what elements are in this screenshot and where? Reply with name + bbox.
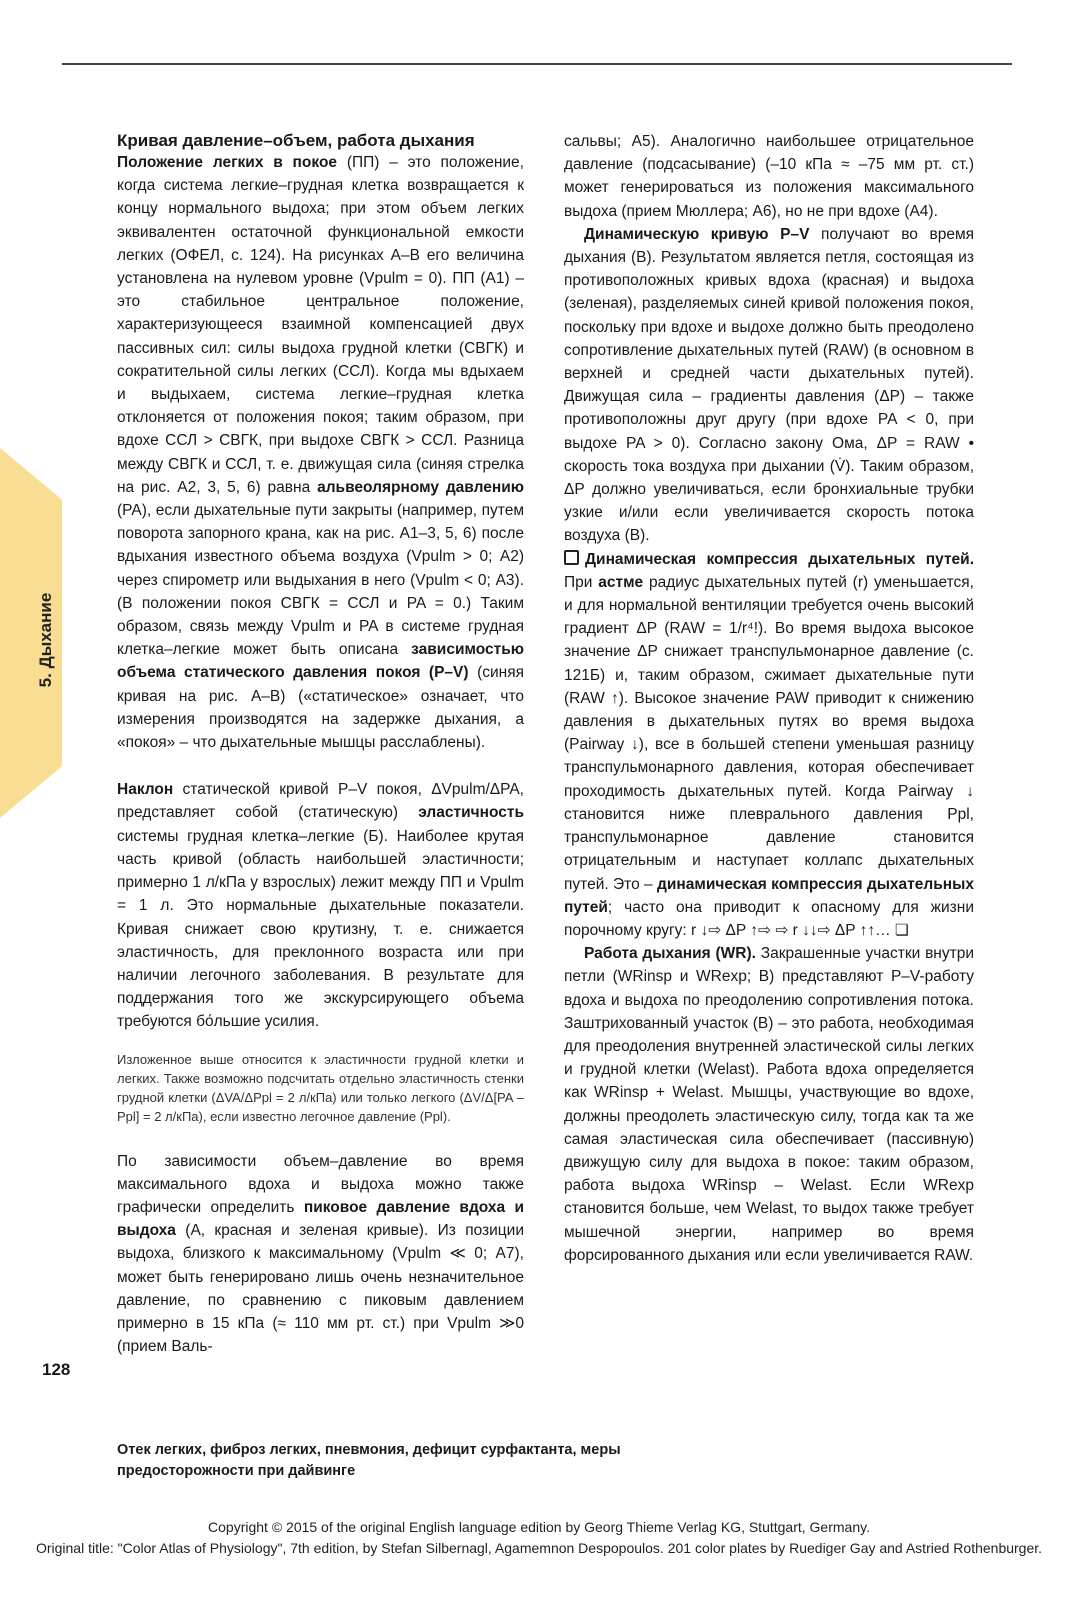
note-paragraph: Изложенное выше относится к эластичности грудной клетки и легких. Также возможно подсчитать отдельно эластичность стенки грудной клетки (ΔVA/ΔPpl = 2 л/кПа) или только легкого (ΔV/Δ[PA – Ppl] = 2 л/кПа), если известно легочное давление (Ppl).	[117, 1051, 524, 1124]
copyright-block	[0, 1517, 1078, 1559]
paragraph-slope: Наклон статической кривой P–V покоя, ΔVpulm/ΔPA, представляет собой (статическую) эластичность системы грудная клетка–легкие (Б). Наиболее крутая часть кривой (область наибольшей эластичности; примерно 1 л/кПа у взрослых) лежит между ПП и Vpulm = 1 л. Это нормальные дыхательные показатели. Кривая снижает свою крутизну, т. е. снижается эластичность, для преклонного возраста или при наличии легочного заболевания. В результате для поддержания того же экскурсирующего объема требуются бо́льшие усилия.	[117, 781, 524, 1031]
page-number: 128	[42, 1360, 71, 1379]
term-peak-pressure: пиковое давление вдоха и выдоха	[117, 1198, 524, 1240]
term-asthma: астме	[598, 573, 644, 591]
chapter-label: 5. Дыхание	[36, 592, 55, 688]
term-dynamic-compression: Динамическая компрессия дыхательных путей.	[585, 550, 974, 568]
term-compliance: эластичность	[418, 804, 524, 822]
left-column	[117, 130, 524, 1358]
term-work-of-breathing: Работа дыхания (WR).	[584, 945, 756, 963]
paragraph-dynamic-curve: Динамическую кривую P–V получают во время дыхания (В). Результатом является петля, состоящая из противоположных кривых вдоха (красная) и выдоха (зеленая), разделяемых синей кривой положения покоя, поскольку при вдохе и выдохе должно быть преодолено сопротивление дыхательных путей (RAW) (в основном в верхней и средней части дыхательных путей). Движущая сила – градиенты давления (ΔP) – также противоположны друг другу (при вдохе PA < 0, при выдохе PA > 0). Согласно закону Ома, ΔP = RAW • скорость тока воздуха при дыхании (V̇). Таким образом, ΔP должно увеличиваться, если бронхиальные трубки узкие и/или если увеличивается скорость потока воздуха (В).	[564, 225, 974, 545]
term-alveolar-pressure: альвеолярному давлению	[317, 478, 524, 496]
paragraph-rest-position: Положение легких в покое (ПП) – это положение, когда система легкие–грудная клетка возвращается к концу нормального выдоха; при этом объем легких эквивалентен остаточной функциональной емкости легких (ОФЕЛ, с. 124). На рисунках А–В его величина установлена на нулевом уровне (Vpulm = 0). ПП (А1) – это стабильное центральное положение, характеризующееся взаимной компенсацией двух пассивных сил: силы выдоха грудной клетки (СВГК) и сократительной силы легких (ССЛ). Когда мы вдыхаем и выдыхаем, система легкие–грудная клетка отклоняется от положения покоя; таким образом, при вдохе ССЛ > СВГК, при выдохе СВГК > ССЛ. Разница между СВГК и ССЛ, т. е. движущая сила (синяя стрелка на рис. А2, 3, 5, 6) равна альвеолярному давлению (PA), если дыхательные пути закрыты (например, путем поворота запорного крана, как на рис. А1–3, 5, 6) после вдыхания известного объема воздуха (Vpulm > 0; А2) через спирометр или выдыхания в него (Vpulm < 0; А3). (В положении покоя СВГК = ССЛ и PA = 0.) Таким образом, связь между Vpulm и PA в системе грудная клетка–легкие может быть описана зависимостью объема статического давления покоя (P–V) (синяя кривая на рис. А–В) («статическое» означает, что измерения производятся на задержке дыхания, а «покоя» – что дыхательные мышцы расслаблены).	[117, 154, 524, 752]
paragraph-work-of-breathing: Работа дыхания (WR). Закрашенные участки внутри петли (WRinsp и WRexp; В) представляют P–V-работу вдоха и выдоха по преодолению сопротивления потока. Заштрихованный участок (В) – это работа, необходимая для преодоления внутренней эластической силы легких и грудной клетки (Welast). Работа вдоха определяется как WRinsp + Welast. Мышцы, участвующие во вдохе, должны преодолеть эластическую силу, тогда как та же самая эластическая сила обеспечивает (пассивную) движущую силу для выдоха в покое: таким образом, работа выдоха WRinsp – Welast. Если WRexp становится больше, чем Welast, то выдох также требует мышечной энергии, например во время форсированного дыхания или если увеличивается RAW.	[564, 945, 974, 1264]
section-title: Кривая давление–объем, работа дыхания	[117, 131, 475, 150]
term-slope: Наклон	[117, 781, 174, 799]
term-dynamic-curve: Динамическую кривую P–V	[584, 225, 810, 243]
top-rule	[62, 63, 1012, 65]
copyright-line-2: Original title: "Color Atlas of Physiology", 7th edition, by Stefan Silbernagl, Agamemnon Despopoulos. 201 color plates by Ruediger Gay and Astried Rothenburger.	[35, 1540, 1043, 1556]
term-airway-compression: динамическая компрессия дыхательных путей	[564, 875, 974, 916]
clinical-footer-headline: Отек легких, фиброз легких, пневмония, дефицит сурфактанта, меры предосторожности при дайвинге	[117, 1442, 621, 1479]
right-column	[564, 130, 974, 1267]
copyright-line-1: Copyright © 2015 of the original English language edition by Georg Thieme Verlag KG, Stuttgart, Germany.	[208, 1519, 870, 1535]
term-static-pv-curve: зависимостью объема статического давления покоя (P–V)	[117, 641, 524, 682]
paragraph-peak-pressure: По зависимости объем–давление во время максимального вдоха и выдоха можно также графически определить пиковое давление вдоха и выдоха (А, красная и зеленая кривые). Из позиции выдоха, близкого к максимальному (Vpulm ≪ 0; А7), может быть генерировано лишь очень незначительное давление, по сравнению с пиковым давлением примерно в 15 кПа (≈ 110 мм рт. ст.) при Vpulm ≫0 (прием Валь-	[117, 1152, 524, 1356]
checkbox-icon	[564, 550, 579, 565]
term-rest-position: Положение легких в покое	[117, 154, 338, 171]
paragraph-dynamic-compression: Динамическая компрессия дыхательных путей. При астме радиус дыхательных путей (r) уменьшается, и для нормальной вентиляции требуется очень высокий градиент ΔP (RAW = 1/r⁴!). Во время выдоха высокое значение ΔP снижает транспульмонарное давление (с. 121Б) и, таким образом, сжимает дыхательные пути (RAW ↑). Высокое значение PAW приводит к снижению давления в дыхательных путях во время выдоха (Pairway ↓), все в большей степени уменьшая разницу транспульмонарного давления, которая обеспечивает проходимость дыхательных путей. Когда Pairway ↓ становится ниже плеврального давления Ppl, транспульмонарное давление становится отрицательным и наступает коллапс дыхательных путей. Это – динамическая компрессия дыхательных путей; часто она приводит к опасному для жизни порочному кругу: r ↓⇨ ΔP ↑⇨ ⇨ r ↓↓⇨ ΔP ↑↑… ❏	[564, 550, 974, 939]
paragraph-valsalva: сальвы; А5). Аналогично наибольшее отрицательное давление (подсасывание) (–10 кПа ≈ –75 мм рт. ст.) может генерироваться из положения максимального выдоха (прием Мюллера; А6), но не при вдохе (А4).	[564, 133, 974, 220]
